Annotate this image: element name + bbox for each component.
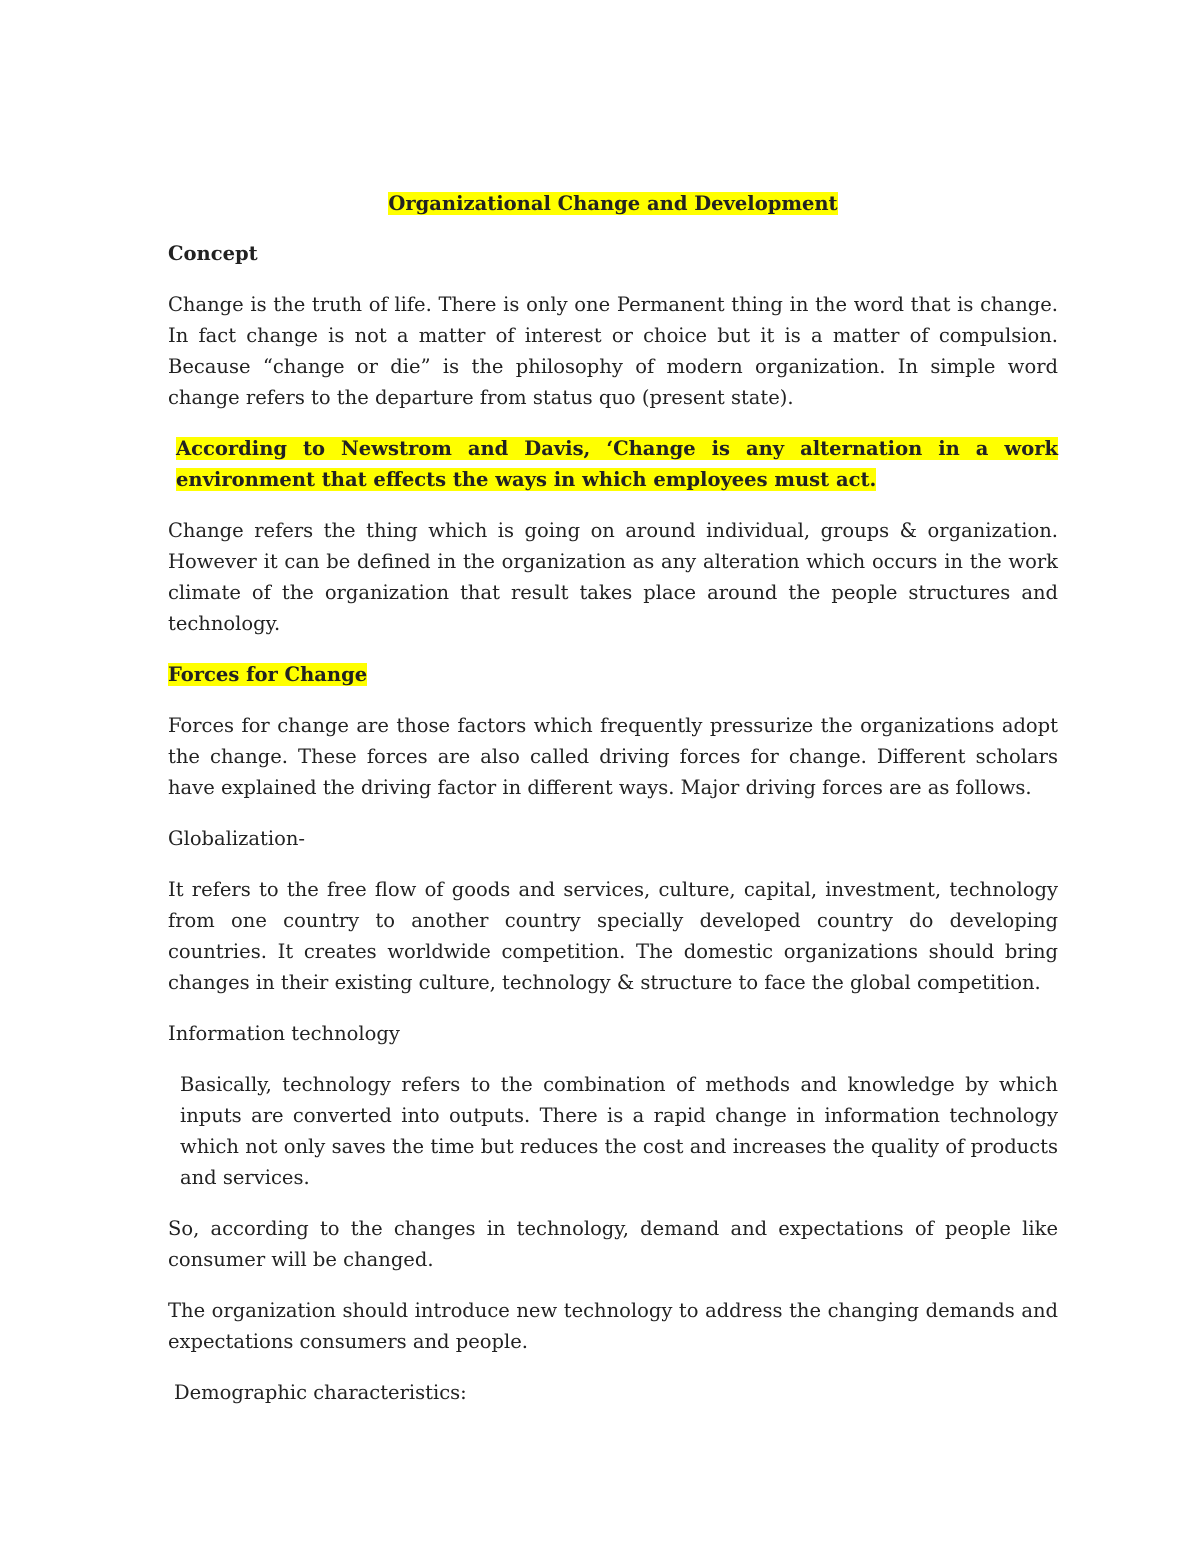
globalization-heading: Globalization- (168, 827, 305, 850)
organization-technology-paragraph: The organization should introduce new technology to address the changing demands and expectations consumers and people. (168, 1299, 1058, 1353)
forces-heading-row (168, 659, 1058, 690)
technology-demand-paragraph: So, according to the changes in technology, demand and expectations of people like consumer will be changed. (168, 1217, 1058, 1271)
information-technology-paragraph: Basically, technology refers to the combination of methods and knowledge by which inputs are converted into outputs. There is a rapid change in information technology which not only saves the time but reduces the cost and increases the quality of products and services. (180, 1073, 1058, 1189)
forces-paragraph: Forces for change are those factors which frequently pressurize the organizations adopt the change. These forces are also called driving forces for change. Different scholars have explained the driving factor in different ways. Major driving forces are as follows. (168, 714, 1058, 799)
globalization-paragraph: It refers to the free flow of goods and services, culture, capital, investment, technology from one country to another country specially developed country do developing countries. It creates worldwide competition. The domestic organizations should bring changes in their existing culture, technology & structure to face the global competition. (168, 878, 1058, 994)
definition-quote: According to Newstrom and Davis, ‘Change is any alternation in a work environment that effects the ways in which employees must act. (176, 437, 1058, 491)
definition-quote-paragraph (168, 433, 1058, 495)
demographic-heading: Demographic characteristics: (174, 1381, 467, 1404)
concept-heading: Concept (168, 242, 258, 265)
document-page (168, 188, 1058, 1428)
information-technology-heading: Information technology (168, 1022, 400, 1045)
forces-heading: Forces for Change (168, 663, 368, 686)
title-row (168, 188, 1058, 219)
document-title: Organizational Change and Development (388, 192, 838, 215)
change-refers-paragraph: Change refers the thing which is going on around individual, groups & organization. However it can be defined in the organization as any alteration which occurs in the work climate of the organization that result takes place around the people structures and technology. (168, 519, 1058, 635)
concept-paragraph: Change is the truth of life. There is only one Permanent thing in the word that is change. In fact change is not a matter of interest or choice but it is a matter of compulsion. Because “change or die” is the philosophy of modern organization. In simple word change refers to the departure from status quo (present state). (168, 293, 1058, 409)
